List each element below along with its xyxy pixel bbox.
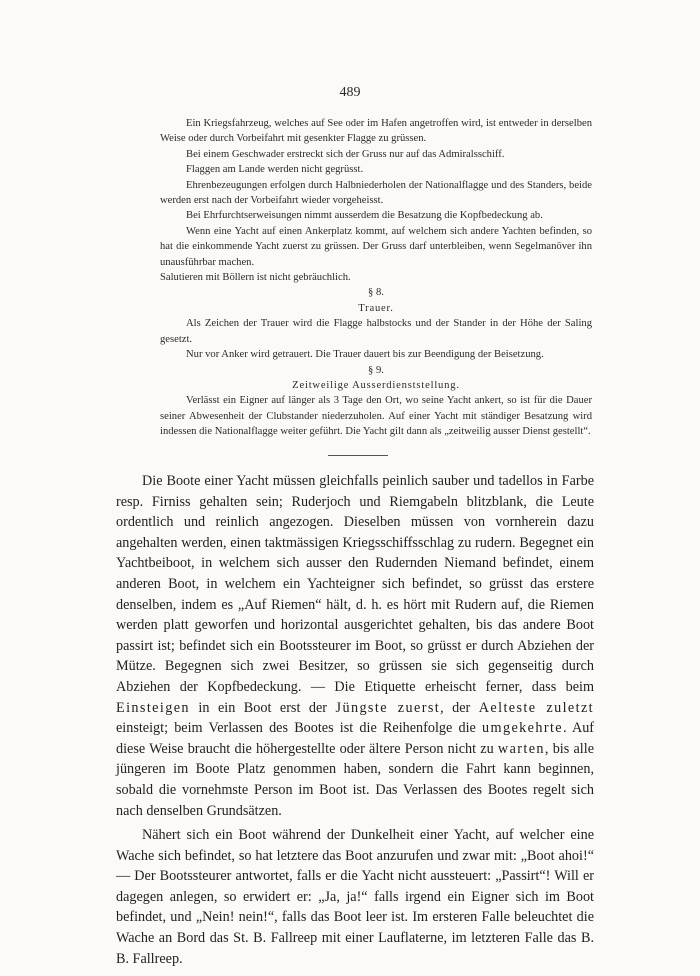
section-heading: Zeitweilige Ausserdienststellung. — [292, 379, 460, 391]
spaced-text: Einsteigen — [116, 699, 190, 716]
paragraph: Als Zeichen der Trauer wird die Flagge halbstocks und der Stander in der Höhe der Saling gesetzt. — [160, 318, 592, 345]
spaced-text: umgekehrte — [482, 720, 563, 737]
paragraph: Wenn eine Yacht auf einen Ankerplatz kommt, auf welchem sich andere Yachten befinden, so hat die einkommende Yacht zuerst zu grüssen. Der Gruss darf unterbleiben, wenn Segelmanöver ihn unausführbar machen. — [160, 225, 592, 268]
section-heading: Trauer. — [358, 302, 394, 314]
spaced-text: warten — [497, 740, 545, 757]
text-run: einsteigt; beim Verlassen des Bootes ist die Reihenfolge die — [116, 720, 483, 737]
page-number: 489 — [339, 85, 361, 100]
text-run: , der — [440, 699, 479, 716]
spaced-text: Aelteste zuletzt — [478, 699, 594, 716]
paragraph: Salutieren mit Böllern ist nicht gebräuchlich. — [160, 272, 351, 284]
text-run: Die Boote einer Yacht müssen gleichfalls peinlich sauber und tadellos in Farbe resp. Firniss gehalten sein; Ruderjoch und Riemgabeln blitzblank, die Leute ordentlich und reinlich angezogen. Dieselben müssen von vornherein dazu angehalten werden, einen taktmässigen Kriegsschiffsschlag zu rudern. Begegnet ein Yachtbeiboot, in welchem sich ausser den Rudernden Niemand befindet, einem anderen Boot, in welchem ein Yachteigner sich befindet, so grüsst das erstere denselben, indem es „Auf Riemen“ hält, d. h. es hört mit Rudern auf, die Riemen werden platt geworfen und horizontal ausgerichtet gehalten, bis das andere Boot passirt ist; befindet sich ein Bootssteurer im Boot, so grüsst er durch Abziehen der Mütze. Begegnen sich zwei Besitzer, so grüssen sie sich gegenseitig durch Abziehen der Kopfbedeckung. — Die Etiquette erheischt ferner, dass beim — [116, 473, 594, 695]
text-run: , bis alle jüngeren im Boote Platz genommen haben, sondern die Fahrt kann beginnen, sobald die vornehmste Person im Boot ist. Das Verlassen des Bootes regelt sich nach denselben Grundsätzen. — [116, 740, 594, 819]
section-number: § 8. — [368, 287, 384, 299]
paragraph: Nur vor Anker wird getrauert. Die Trauer dauert bis zur Beendigung der Beisetzung. — [186, 349, 544, 361]
paragraph: Ein Kriegsfahrzeug, welches auf See oder im Hafen angetroffen wird, ist entweder in derselben Weise oder durch Vorbeifahrt mit gesenkter Flagge zu grüssen. — [160, 118, 592, 145]
text-run: . Auf diese Weise braucht die höhergestellte oder ältere Person nicht zu — [116, 720, 595, 757]
text-run: in ein Boot erst der — [189, 699, 336, 716]
paragraph: Verlässt ein Eigner auf länger als 3 Tage den Ort, wo seine Yacht ankert, so ist für die Dauer seiner Abwesenheit der Clubstander niederzuholen. Auf einer Yacht mit ständiger Besatzung wird indessen die Nationalflagge weiter geführt. Die Yacht gilt dann als „zeitweilig ausser Dienst gestellt“. — [160, 395, 592, 438]
paragraph: Bei einem Geschwader erstreckt sich der Gruss nur auf das Admiralsschiff. — [186, 148, 505, 160]
section-number: § 9. — [368, 364, 384, 376]
body-text — [116, 471, 594, 973]
paragraph: Flaggen am Lande werden nicht gegrüsst. — [186, 164, 364, 176]
paragraph: Nähert sich ein Boot während der Dunkelheit einer Yacht, auf welcher eine Wache sich befindet, so hat letztere das Boot anzurufen und zwar mit: „Boot ahoi!“ — Der Bootssteurer antwortet, falls er die Yacht nicht aussteuert: „Passirt“! Will er dagegen anlegen, so erwidert er: „Ja, ja!“ falls irgend ein Eigner sich im Boot befindet, und „Nein! nein!“, falls das Boot leer ist. Im ersteren Falle beleuchtet die Wache an Bord das St. B. Fallreep mit einer Lauflaterne, im letzteren Falle das B. B. Fallreep. — [116, 827, 594, 967]
section-divider — [328, 455, 388, 456]
paragraph: Bei Ehrfurchtserweisungen nimmt ausserdem die Besatzung die Kopfbedeckung ab. — [186, 210, 543, 222]
regulations-block — [160, 116, 592, 440]
paragraph: Ehrenbezeugungen erfolgen durch Halbniederholen der Nationalflagge und des Standers, beide werden erst nach der Vorbeifahrt wieder vorgeheisst. — [160, 179, 592, 207]
paragraph — [116, 471, 594, 821]
spaced-text: Jüngste zuerst — [335, 699, 441, 716]
